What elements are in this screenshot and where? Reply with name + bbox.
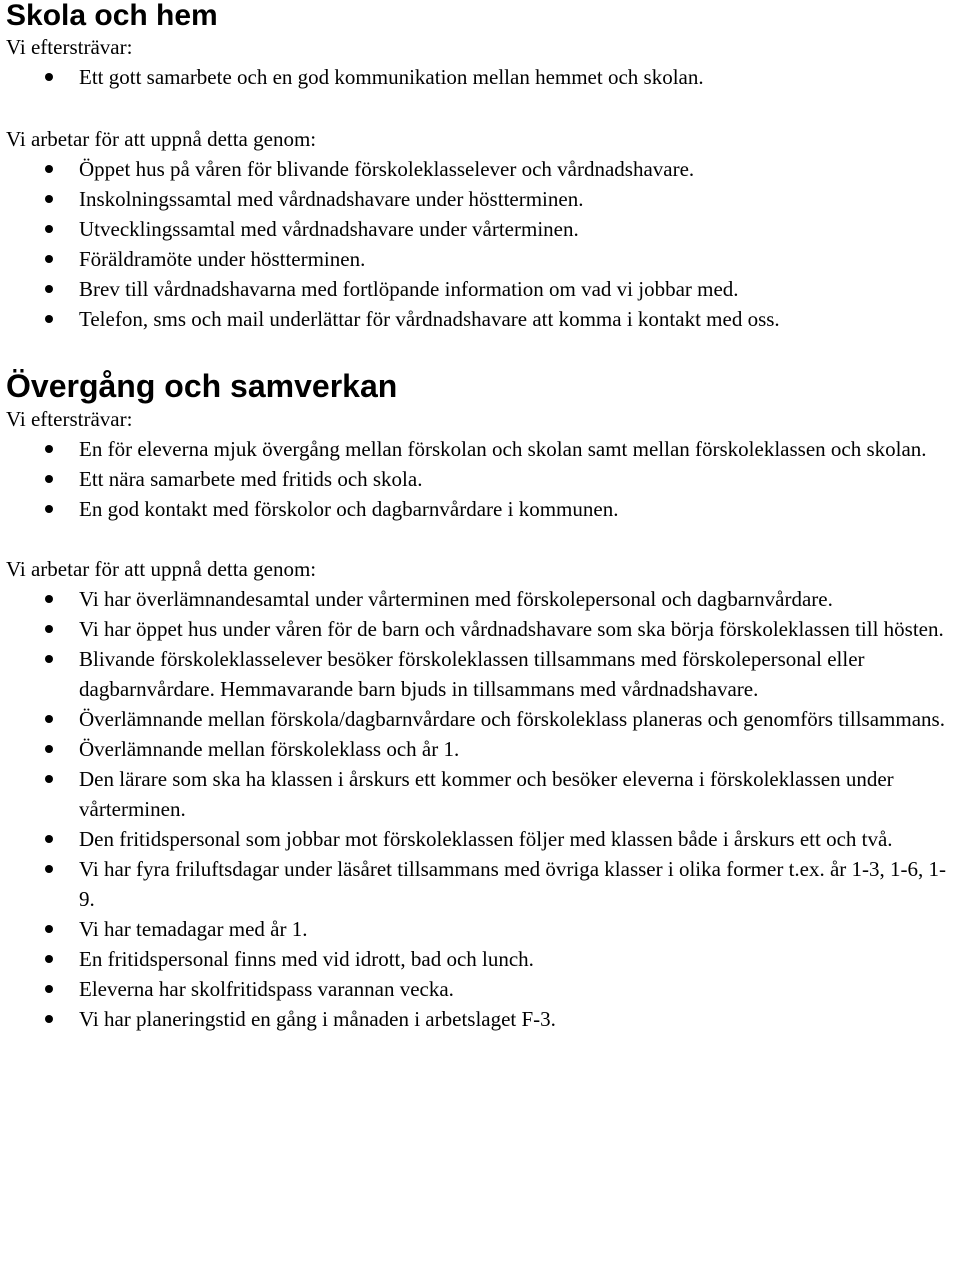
bullet-icon — [45, 1015, 53, 1023]
bullet-icon — [45, 285, 53, 293]
bullet-icon — [45, 73, 53, 81]
aim-list — [6, 434, 960, 524]
list-item: Ett gott samarbete och en god kommunikation mellan hemmet och skolan. — [6, 62, 960, 92]
bullet-icon — [45, 595, 53, 603]
bullet-icon — [45, 835, 53, 843]
list-item: Brev till vårdnadshavarna med fortlöpande information om vad vi jobbar med. — [6, 274, 960, 304]
list-item: Inskolningssamtal med vårdnadshavare under höstterminen. — [6, 184, 960, 214]
bullet-icon — [45, 715, 53, 723]
list-item: Överlämnande mellan förskola/dagbarnvårdare och förskoleklass planeras och genomförs tillsammans. — [6, 704, 960, 734]
bullet-icon — [45, 225, 53, 233]
aim-label: Vi eftersträvar: — [6, 407, 133, 431]
list-item: Eleverna har skolfritidspass varannan vecka. — [6, 974, 960, 1004]
bullet-icon — [45, 475, 53, 483]
bullet-icon — [45, 315, 53, 323]
bullet-icon — [45, 505, 53, 513]
list-item: Ett nära samarbete med fritids och skola. — [6, 464, 960, 494]
list-item: Öppet hus på våren för blivande förskoleklasselever och vårdnadshavare. — [6, 154, 960, 184]
aim-label: Vi eftersträvar: — [6, 35, 133, 59]
bullet-icon — [45, 745, 53, 753]
list-item: Telefon, sms och mail underlättar för vårdnadshavare att komma i kontakt med oss. — [6, 304, 960, 334]
list-item: Den lärare som ska ha klassen i årskurs ett kommer och besöker eleverna i förskoleklassen under vårterminen. — [6, 764, 960, 824]
list-item: Utvecklingssamtal med vårdnadshavare under vårterminen. — [6, 214, 960, 244]
method-list — [6, 154, 960, 334]
list-item: Vi har planeringstid en gång i månaden i arbetslaget F-3. — [6, 1004, 960, 1034]
bullet-icon — [45, 865, 53, 873]
list-item: Den fritidspersonal som jobbar mot förskoleklassen följer med klassen både i årskurs ett och två. — [6, 824, 960, 854]
method-list — [6, 584, 960, 1034]
list-item: Vi har temadagar med år 1. — [6, 914, 960, 944]
method-label: Vi arbetar för att uppnå detta genom: — [6, 127, 317, 151]
list-item: En god kontakt med förskolor och dagbarnvårdare i kommunen. — [6, 494, 960, 524]
list-item: En för eleverna mjuk övergång mellan förskolan och skolan samt mellan förskoleklassen och skolan. — [6, 434, 960, 464]
list-item: En fritidspersonal finns med vid idrott, bad och lunch. — [6, 944, 960, 974]
section-title-overgang-och-samverkan: Övergång och samverkan — [6, 368, 398, 404]
bullet-icon — [45, 445, 53, 453]
bullet-icon — [45, 255, 53, 263]
bullet-icon — [45, 165, 53, 173]
bullet-icon — [45, 655, 53, 663]
bullet-icon — [45, 955, 53, 963]
bullet-icon — [45, 625, 53, 633]
bullet-icon — [45, 195, 53, 203]
list-item: Överlämnande mellan förskoleklass och år 1. — [6, 734, 960, 764]
method-label: Vi arbetar för att uppnå detta genom: — [6, 557, 317, 581]
bullet-icon — [45, 775, 53, 783]
list-item: Vi har överlämnandesamtal under vårterminen med förskolepersonal och dagbarnvårdare. — [6, 584, 960, 614]
list-item: Vi har fyra friluftsdagar under läsåret tillsammans med övriga klasser i olika former t.ex. år 1-3, 1-6, 1-9. — [6, 854, 960, 914]
list-item: Vi har öppet hus under våren för de barn och vårdnadshavare som ska börja förskoleklassen till hösten. — [6, 614, 960, 644]
aim-list — [6, 62, 960, 92]
bullet-icon — [45, 985, 53, 993]
section-title-skola-och-hem: Skola och hem — [6, 0, 218, 32]
list-item: Blivande förskoleklasselever besöker förskoleklassen tillsammans med förskolepersonal eller dagbarnvårdare. Hemmavarande barn bjuds in tillsammans med vårdnadshavare. — [6, 644, 960, 704]
bullet-icon — [45, 925, 53, 933]
list-item: Föräldramöte under höstterminen. — [6, 244, 960, 274]
